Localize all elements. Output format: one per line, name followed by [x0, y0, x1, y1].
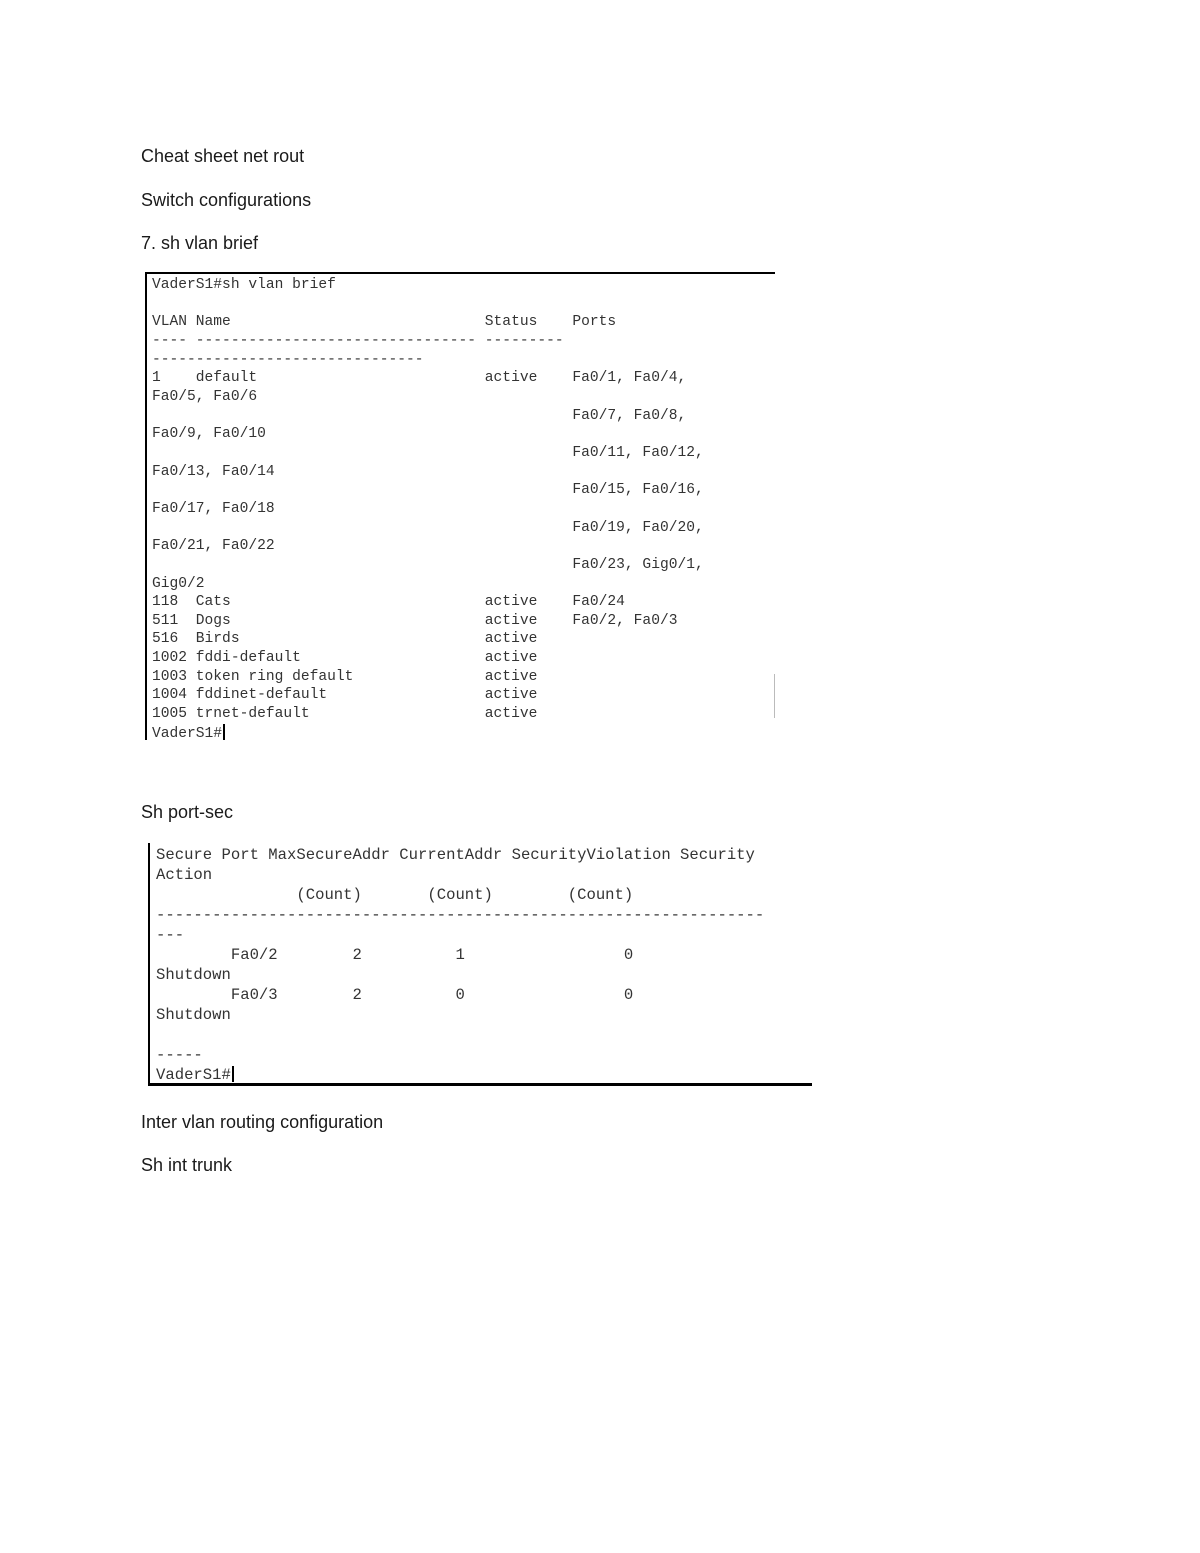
portsec-row: Fa0/3 2 0 0: [156, 986, 634, 1004]
terminal-edge-line: [774, 674, 775, 718]
port-security-output: [156, 845, 764, 1085]
portsec-header-line: (Count) (Count) (Count): [156, 886, 634, 904]
terminal-prompt: VaderS1#: [152, 725, 223, 740]
vlan-row: Fa0/13, Fa0/14: [152, 463, 275, 480]
vlan-row: Fa0/19, Fa0/20,: [152, 519, 704, 536]
vlan-row: 118 Cats active Fa0/24: [152, 594, 625, 611]
vlan-row: 1004 fddinet-default active: [152, 687, 538, 704]
terminal-prompt: VaderS1#: [156, 1066, 231, 1084]
vlan-row: Gig0/2: [152, 575, 205, 592]
vlan-row: Fa0/15, Fa0/16,: [152, 482, 704, 499]
vlan-brief-terminal-screenshot: [145, 272, 775, 740]
portsec-header-line: Action: [156, 866, 213, 884]
portsec-separator-line: -----: [156, 1046, 203, 1064]
port-security-terminal-screenshot: [148, 843, 812, 1086]
vlan-row: 1002 fddi-default active: [152, 650, 538, 667]
vlan-row: 1003 token ring default active: [152, 668, 538, 685]
portsec-separator-line: -----------------------------------------------------------------: [156, 906, 765, 924]
section-switch-configurations: Switch configurations: [141, 190, 312, 210]
vlan-row: Fa0/9, Fa0/10: [152, 426, 266, 443]
vlan-line: VaderS1#sh vlan brief: [152, 277, 336, 293]
document-heading: Cheat sheet net rout: [141, 146, 305, 166]
vlan-row: Fa0/17, Fa0/18: [152, 500, 275, 517]
item-sh-int-trunk: Sh int trunk: [141, 1155, 233, 1175]
vlan-row: 1 default active Fa0/1, Fa0/4,: [152, 370, 687, 387]
vlan-header-line: VLAN Name Status Ports: [152, 314, 617, 331]
vlan-separator-line: -------------------------------: [152, 351, 424, 368]
vlan-row: 516 Birds active: [152, 631, 538, 648]
vlan-row: Fa0/11, Fa0/12,: [152, 444, 704, 461]
vlan-brief-output: [152, 276, 704, 740]
portsec-row: Shutdown: [156, 966, 231, 984]
vlan-row: Fa0/5, Fa0/6: [152, 388, 258, 405]
vlan-separator-line: ---- -------------------------------- ---------: [152, 332, 564, 349]
portsec-row: Fa0/2 2 1 0: [156, 946, 634, 964]
item-sh-vlan-brief: 7. sh vlan brief: [141, 233, 259, 253]
item-sh-port-sec: Sh port-sec: [141, 802, 234, 822]
vlan-row: 511 Dogs active Fa0/2, Fa0/3: [152, 612, 678, 629]
portsec-separator-line: ---: [156, 926, 185, 944]
portsec-header-line: Secure Port MaxSecureAddr CurrentAddr SecurityViolation Security: [156, 846, 755, 864]
vlan-row: Fa0/7, Fa0/8,: [152, 407, 687, 424]
vlan-row: Fa0/21, Fa0/22: [152, 538, 275, 555]
vlan-row: Fa0/23, Gig0/1,: [152, 556, 704, 573]
section-inter-vlan-routing: Inter vlan routing configuration: [141, 1112, 384, 1132]
vlan-row: 1005 trnet-default active: [152, 706, 538, 723]
portsec-row: Shutdown: [156, 1006, 231, 1024]
text-cursor: [232, 1066, 234, 1082]
text-cursor: [223, 724, 225, 740]
